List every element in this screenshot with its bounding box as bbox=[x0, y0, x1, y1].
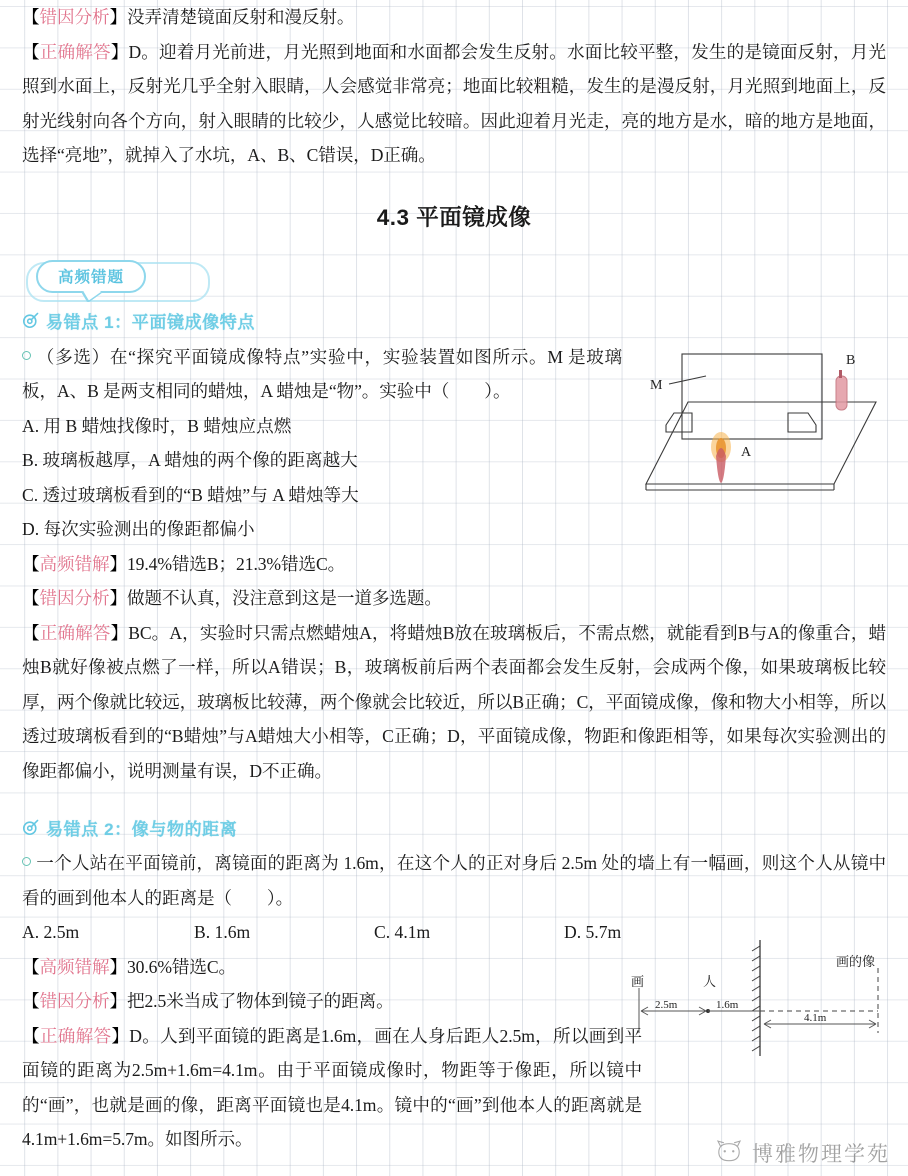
mirror-distance-svg bbox=[608, 938, 898, 1058]
section-heading-2-text: 易错点 2：像与物的距离 bbox=[46, 819, 238, 839]
option-1-c: C. 透过玻璃板看到的“B 蜡烛”与 A 蜡烛等大 bbox=[22, 484, 359, 505]
correct-answer-label-2: 【正确解答】 bbox=[22, 1025, 130, 1046]
cause-analysis-1 bbox=[22, 581, 886, 616]
option-2-b: B. 1.6m bbox=[194, 922, 251, 942]
label-person: 人 bbox=[703, 974, 717, 989]
label-distance-person-mirror: 1.6m bbox=[716, 999, 739, 1011]
cause-analysis-label: 【错因分析】 bbox=[22, 7, 127, 27]
cause-analysis-text-2: 把2.5米当成了物体到镜子的距离。 bbox=[126, 991, 394, 1011]
label-picture: 画 bbox=[631, 974, 645, 989]
option-2-c: C. 4.1m bbox=[374, 922, 431, 942]
glass-plate-experiment-svg bbox=[636, 344, 886, 496]
question-bullet-icon bbox=[22, 351, 31, 360]
candle-b bbox=[836, 370, 847, 410]
target-arrow-icon bbox=[22, 819, 39, 836]
label-A: A bbox=[741, 444, 752, 460]
cause-analysis-label-2: 【错因分析】 bbox=[22, 991, 127, 1011]
question-2 bbox=[22, 846, 886, 915]
correct-answer-paragraph-top bbox=[22, 35, 886, 173]
cause-analysis-paragraph-top bbox=[22, 0, 886, 35]
mirror-hatching bbox=[752, 946, 760, 1051]
cause-analysis-text: 没弄清楚镜面反射和漫反射。 bbox=[126, 7, 355, 27]
label-M: M bbox=[650, 377, 663, 393]
wrong-answer-label-1: 【高频错解】 bbox=[22, 553, 127, 574]
correct-answer-label-1: 【正确解答】 bbox=[22, 622, 129, 643]
option-2-a: A. 2.5m bbox=[22, 922, 80, 942]
section-heading-1-text: 易错点 1：平面镜成像特点 bbox=[46, 313, 255, 332]
wrong-answer-text-1: 19.4%错选B；21.3%错选C。 bbox=[126, 553, 346, 574]
candle-a bbox=[711, 432, 731, 483]
chapter-title: 4.3 平面镜成像 bbox=[376, 204, 532, 230]
correct-answer-text-1: BC。A，实验时只需点燃蜡烛A，将蜡烛B放在玻璃板后，不需点燃，就能看到B与A的像重合，蜡烛B就好像被点燃了一样，所以A错误；B，玻璃板前后两个表面都会发生反射，会成两个像，如果玻璃板比较厚，两个像就比较远，玻璃板比较薄，两个像就会比较近，所以B正确；C，平面镜成像，像和物大小相等，所以透过玻璃板看到的“B蜡烛”与A蜡烛大小相等，C正确；D，平面镜成像，物距和像距相等，如果每次实验测出的像距都偏小，说明测量有误，D不正确。 bbox=[22, 622, 887, 781]
correct-answer-label: 【正确解答】 bbox=[22, 41, 129, 62]
option-2-d: D. 5.7m bbox=[564, 922, 622, 942]
label-B: B bbox=[846, 352, 856, 368]
watermark-text: 博雅物理学苑 bbox=[752, 1142, 890, 1166]
cat-face-logo bbox=[712, 1140, 746, 1166]
watermark bbox=[712, 1138, 890, 1168]
question-2-text: 一个人站在平面镜前，离镜面的距离为 1.6m，在这个人的正对身后 2.5m 处的墙上有一幅画，则这个人从镜中看的画到他本人的距离是（ ）。 bbox=[22, 853, 886, 908]
correct-answer-text-2: D。人到平面镜的距离是1.6m，画在人身后距人2.5m，所以画到平面镜的距离为2.5m+1.6m=4.1m。由于平面镜成像时，物距等于像距，所以镜中的“画”，也就是画的像，距离平面镜也是4.1m。镜中的“画”到他本人的距离就是4.1m+1.6m=5.7m。如图所示。 bbox=[22, 1025, 642, 1149]
label-distance-picture-person: 2.5m bbox=[655, 999, 678, 1011]
cause-analysis-label-1: 【错因分析】 bbox=[22, 588, 127, 608]
section-heading-2 bbox=[22, 812, 886, 842]
cause-analysis-text-1: 做题不认真，没注意到这是一道多选题。 bbox=[126, 588, 442, 608]
correct-answer-text: D。迎着月光前进，月光照到地面和水面都会发生反射。水面比较平整，发生的是镜面反射，月光照到水面上，反射光几乎全射入眼睛，人会感觉非常亮；地面比较粗糙，发生的是漫反射，月光照到地面上，反射光线射向各个方向，射入眼睛的比较少，人感觉比较暗。因此迎着月光走，亮的地方是水，暗的地方是地面，选择“亮地”，就掉入了水坑，A、B、C错误，D正确。 bbox=[22, 41, 887, 165]
wrong-answer-label-2: 【高频错解】 bbox=[22, 956, 127, 977]
correct-answer-1 bbox=[22, 616, 886, 789]
mirror-distance-diagram bbox=[608, 938, 898, 1058]
wrong-answer-stats-1 bbox=[22, 547, 886, 582]
high-frequency-mistake-badge: 高频错题 bbox=[36, 260, 146, 293]
question-bullet-icon bbox=[22, 857, 31, 866]
correct-answer-2 bbox=[22, 1019, 642, 1157]
section-heading-1 bbox=[22, 306, 886, 336]
wrong-answer-text-2: 30.6%错选C。 bbox=[126, 956, 237, 977]
label-image-of-picture: 画的像 bbox=[836, 954, 876, 969]
badge-row bbox=[22, 260, 886, 304]
question-1-text: （多选）在“探究平面镜成像特点”实验中，实验装置如图所示。M 是玻璃板，A、B 是两支相同的蜡烛，A 蜡烛是“物”。实验中（ ）。 bbox=[22, 346, 622, 401]
label-distance-mirror-image: 4.1m bbox=[804, 1012, 827, 1024]
option-1-a: A. 用 B 蜡烛找像时，B 蜡烛应点燃 bbox=[22, 415, 292, 436]
glass-plate-experiment-diagram bbox=[636, 344, 886, 496]
option-1-d: D. 每次实验测出的像距都偏小 bbox=[22, 519, 255, 539]
section-gap bbox=[22, 788, 886, 810]
target-arrow-icon bbox=[22, 312, 39, 329]
option-1-b: B. 玻璃板越厚，A 蜡烛的两个像的距离越大 bbox=[22, 450, 358, 470]
